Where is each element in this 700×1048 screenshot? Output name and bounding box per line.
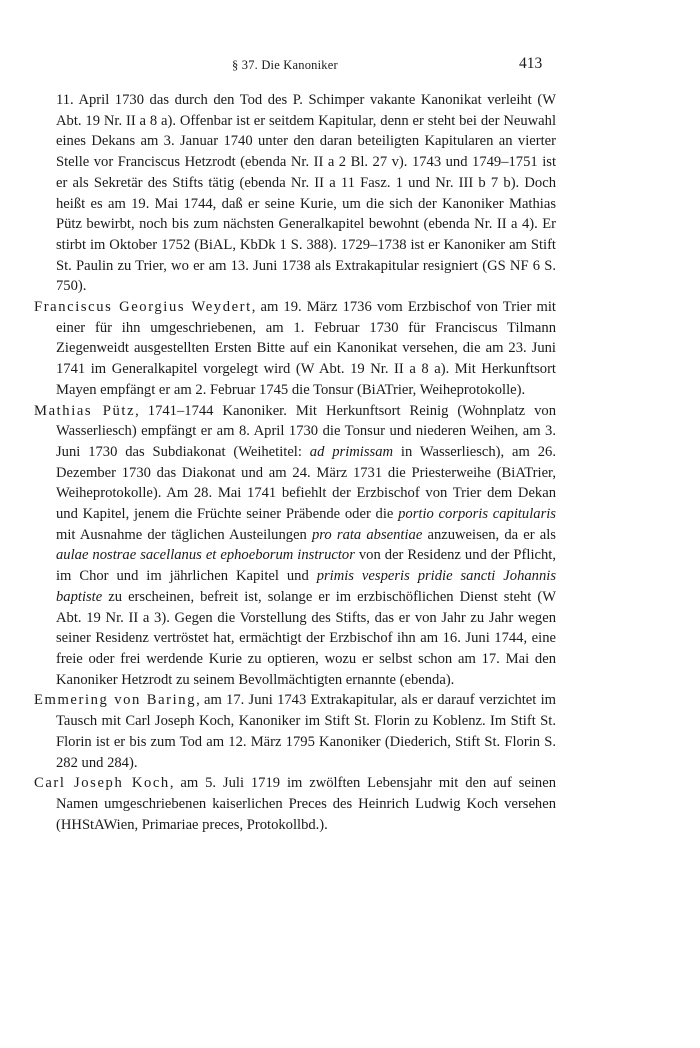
entry-name: Emmering von Baring	[34, 692, 197, 709]
entry-name: Mathias Pütz	[34, 402, 136, 419]
latin-phrase: pro rata absentiae	[312, 526, 423, 543]
latin-phrase: primis vesperis pridie sancti Johannis baptiste	[56, 568, 556, 605]
entry-text: anzuweisen, da er als	[422, 526, 556, 543]
entry-baring	[34, 690, 556, 773]
page-number: 413	[519, 55, 543, 72]
entry-name: Carl Joseph Koch	[34, 775, 170, 792]
entry-text: 11. April 1730 das durch den Tod des P. Schimper vakante Kanonikat verleiht (W Abt. 19 Nr. II a 8 a). Offenbar ist er seitdem Kapitular, denn er steht bei der Neuwahl eines Dekans am 3. Januar 1740 unter den daran beteiligten Kapitularen an vierter Stelle vor Franciscus Hetzrodt (ebenda Nr. II a 2 Bl. 27 v). 1743 und 1749–1751 ist er als Sekretär des Stifts tätig (ebenda Nr. II a 11 Fasz. 1 und Nr. III b 7 b). Doch heißt es am 19. Mai 1744, daß er seine Kurie, um die sich der Kanoniker Mathias Pütz bewirbt, noch bis zum nächsten Generalkapitel bewohnt (ebenda Nr. II a 4). Er stirbt im Oktober 1752 (BiAL, KbDk 1 S. 388). 1729–1738 ist er Kanoniker am Stift St. Paulin zu Trier, wo er am 13. Juni 1738 als Extrakapitular resigniert (GS NF 6 S. 750).	[56, 92, 556, 295]
entry-text: , am 17. Juni 1743 Extrakapitular, als er darauf verzichtet im Tausch mit Carl Joseph Koch, Kanoniker im Stift St. Florin zu Koblenz. Im Stift St. Florin ist er bis zum Tod am 12. März 1795 Kanoniker (Diederich, Stift St. Florin S. 282 und 284).	[56, 692, 556, 771]
latin-phrase: aulae nostrae sacellanus et ephoeborum instructor	[56, 547, 355, 564]
entry-text: zu erscheinen, befreit ist, solange er im erzbischöflichen Dienst steht (W Abt. 19 Nr. II a 3). Gegen die Vorstellung des Stifts, das er von Jahr zu Jahr wegen seiner Residenz vertröstet hat, ermächtigt der Erzbischof ihn am 16. Juni 1744, eine freie oder frei werdende Kurie zu optieren, wozu er selbst schon am 17. Mai den Kanoniker Hetzrodt zu seinem Bevollmächtigten ernannte (ebenda).	[56, 588, 556, 688]
entry-continuation	[34, 90, 556, 297]
entry-text: mit Ausnahme der täglichen Austeilungen	[56, 526, 312, 543]
latin-phrase: ad primissam	[309, 443, 394, 460]
entry-koch	[34, 773, 556, 835]
entry-puetz	[34, 401, 556, 691]
entry-text: von der Residenz und der Pflicht, im Chor und im jährlichen Kapitel und	[56, 547, 556, 585]
latin-phrase: portio corporis capitularis	[398, 506, 556, 523]
section-title: § 37. Die Kanoniker	[232, 58, 338, 72]
entry-text: , am 5. Juli 1719 im zwölften Lebensjahr mit den auf seinen Namen umgeschriebenen kaiserlichen Preces des Heinrich Ludwig Koch versehen (HHStAWien, Primariae preces, Protokollbd.).	[56, 775, 556, 833]
running-head	[0, 54, 700, 76]
body-text	[34, 90, 556, 835]
entry-name: Franciscus Georgius Weydert	[34, 299, 252, 316]
entry-weydert	[34, 297, 556, 401]
entry-text: in Wasserliesch), am 26. Dezember 1730 das Diakonat und am 24. März 1731 die Priesterweihe (BiATrier, Weiheprotokolle). Am 28. Mai 1741 befiehlt der Erzbischof von Trier dem Dekan und Kapitel, jenem die Früchte seiner Präbende oder die	[56, 443, 556, 523]
entry-text: , 1741–1744 Kanoniker. Mit Herkunftsort Reinig (Wohnplatz von Wasserliesch) empfängt er am 8. April 1730 die Tonsur und niederen Weihen, am 3. Juni 1730 das Subdiakonat (Weihetitel:	[56, 402, 556, 460]
entry-text: , am 19. März 1736 vom Erzbischof von Trier mit einer für ihn umgeschriebenen, am 1. Februar 1730 für Franciscus Tilmann Ziegenweidt ausgestellten Ersten Bitte auf ein Kanonikat versehen, die am 23. Juni 1741 im Generalkapitel vorgelegt wird (W Abt. 19 Nr. II a 8 a). Mit Herkunftsort Mayen empfängt er am 2. Februar 1745 die Tonsur (BiATrier, Weiheprotokolle).	[56, 299, 556, 398]
